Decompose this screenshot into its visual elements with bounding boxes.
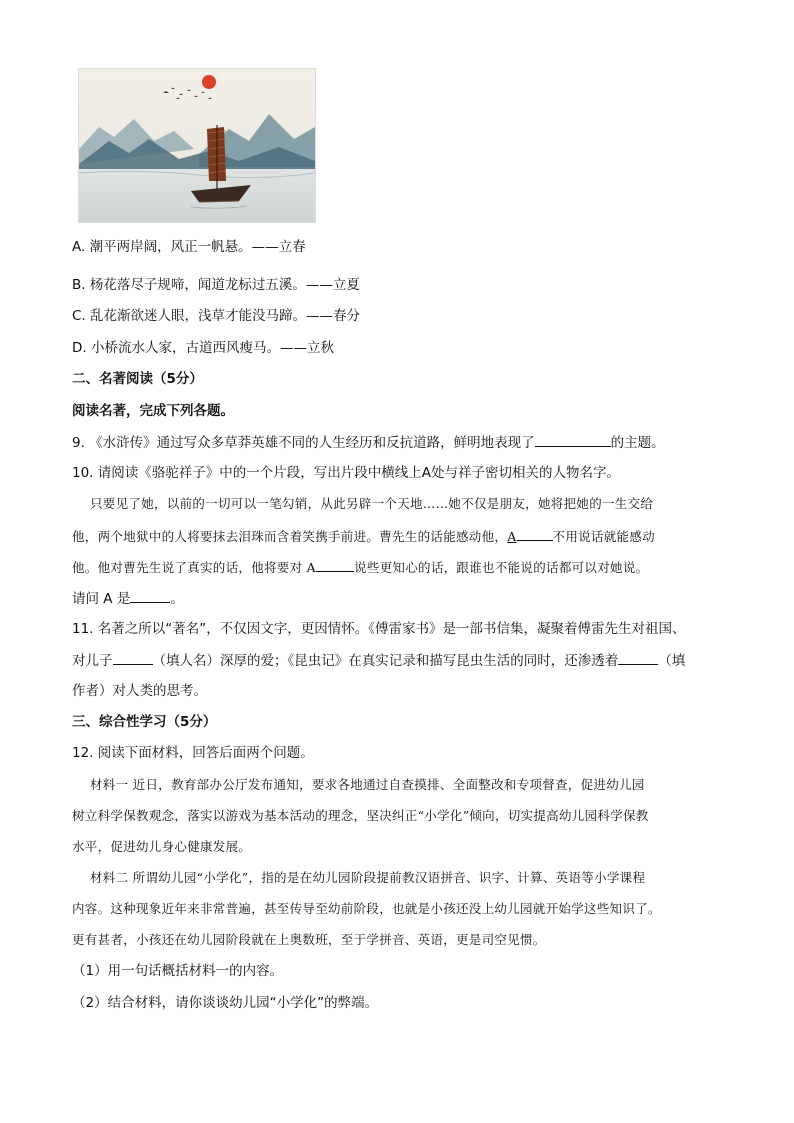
answer-blank[interactable] bbox=[113, 650, 153, 665]
red-sun bbox=[202, 75, 216, 89]
landscape-sailboat-illustration bbox=[78, 68, 316, 223]
section-instruction: 阅读名著，完成下列各题。 bbox=[72, 403, 234, 419]
option-a: A. 潮平两岸阔，风正一帆悬。——立春 bbox=[72, 239, 306, 255]
passage-line-3 bbox=[72, 557, 648, 578]
question-text: （填 bbox=[658, 653, 686, 669]
question-10: 10. 请阅读《骆驼祥子》中的一个片段，写出片段中横线上A处与祥子密切相关的人物名字。 bbox=[72, 465, 620, 481]
passage-text: 他。他对曹先生说了真实的话，他将要对 A bbox=[72, 560, 317, 575]
section-heading-3: 三、综合性学习（5分） bbox=[72, 714, 217, 730]
answer-blank[interactable] bbox=[517, 526, 553, 541]
section-heading-2: 二、名著阅读（5分） bbox=[72, 371, 203, 387]
question-11-line-1: 11. 名著之所以“著名”，不仅因文字，更因情怀。《傅雷家书》是一部书信集，凝聚着傅雷先生对祖国、 bbox=[72, 621, 686, 637]
option-b: B. 杨花落尽子规啼，闻道龙标过五溪。——立夏 bbox=[72, 277, 360, 293]
answer-blank[interactable] bbox=[130, 588, 170, 603]
option-c: C. 乱花渐欲迷人眼，浅草才能没马蹄。——春分 bbox=[72, 308, 361, 324]
passage-text: 他，两个地狱中的人将要抹去泪珠而含着笑携手前进。曹先生的话能感动他， bbox=[72, 529, 508, 544]
passage-text: 不用说话就能感动 bbox=[552, 529, 655, 544]
question-text: 。 bbox=[170, 591, 184, 607]
passage-line-1: 只要见了她，以前的一切可以一笔勾销，从此另辟一个天地……她不仅是朋友，她将把她的一生交给 bbox=[90, 496, 654, 511]
sub-question-1: （1）用一句话概括材料一的内容。 bbox=[72, 963, 284, 979]
answer-blank[interactable] bbox=[316, 557, 354, 572]
material-1-line-1: 材料一 近日，教育部办公厅发布通知，要求各地通过自查摸排、全面整改和专项督查，促进幼儿园 bbox=[90, 777, 645, 792]
passage-letter-a: A bbox=[507, 529, 517, 544]
material-1-line-3: 水平，促进幼儿身心健康发展。 bbox=[72, 839, 252, 854]
sub-question-2: （2）结合材料，请你谈谈幼儿园“小学化”的弊端。 bbox=[72, 995, 379, 1011]
passage-text: 说些更知心的话，跟谁也不能说的话都可以对她说。 bbox=[354, 560, 649, 575]
material-2-line-2: 内容。这种现象近年来非常普遍，甚至传导至幼前阶段，也就是小孩还没上幼儿园就开始学这些知识了。 bbox=[72, 901, 661, 916]
question-9 bbox=[72, 432, 665, 453]
question-9-tail: 的主题。 bbox=[610, 435, 665, 451]
material-1-line-2: 树立科学保教观念，落实以游戏为基本活动的理念，坚决纠正“小学化”倾向，切实提高幼儿园科学保教 bbox=[72, 808, 649, 823]
passage-line-2 bbox=[72, 526, 655, 547]
option-d: D. 小桥流水人家，古道西风瘦马。——立秋 bbox=[72, 340, 334, 356]
question-11-line-2 bbox=[72, 650, 685, 671]
answer-blank[interactable] bbox=[618, 650, 658, 665]
question-text: 对儿子 bbox=[72, 653, 113, 669]
question-11-line-3: 作者）对人类的思考。 bbox=[72, 683, 207, 699]
material-2-line-3: 更有甚者，小孩还在幼儿园阶段就在上奥数班，至于学拼音、英语，更是司空见惯。 bbox=[72, 932, 546, 947]
question-9-text: 9. 《水浒传》通过写众多草莽英雄不同的人生经历和反抗道路，鲜明地表现了 bbox=[72, 435, 535, 451]
material-2-line-1: 材料二 所谓幼儿园“小学化”，指的是在幼儿园阶段提前教汉语拼音、识字、计算、英语等小学课程 bbox=[90, 870, 646, 885]
question-text: （填人名）深厚的爱；《昆虫记》在真实记录和描写昆虫生活的同时，还渗透着 bbox=[152, 653, 619, 669]
question-10-ask bbox=[72, 588, 184, 609]
answer-blank[interactable] bbox=[535, 432, 611, 447]
question-12: 12. 阅读下面材料，回答后面两个问题。 bbox=[72, 745, 314, 761]
question-text: 请问 A 是 bbox=[72, 591, 131, 607]
